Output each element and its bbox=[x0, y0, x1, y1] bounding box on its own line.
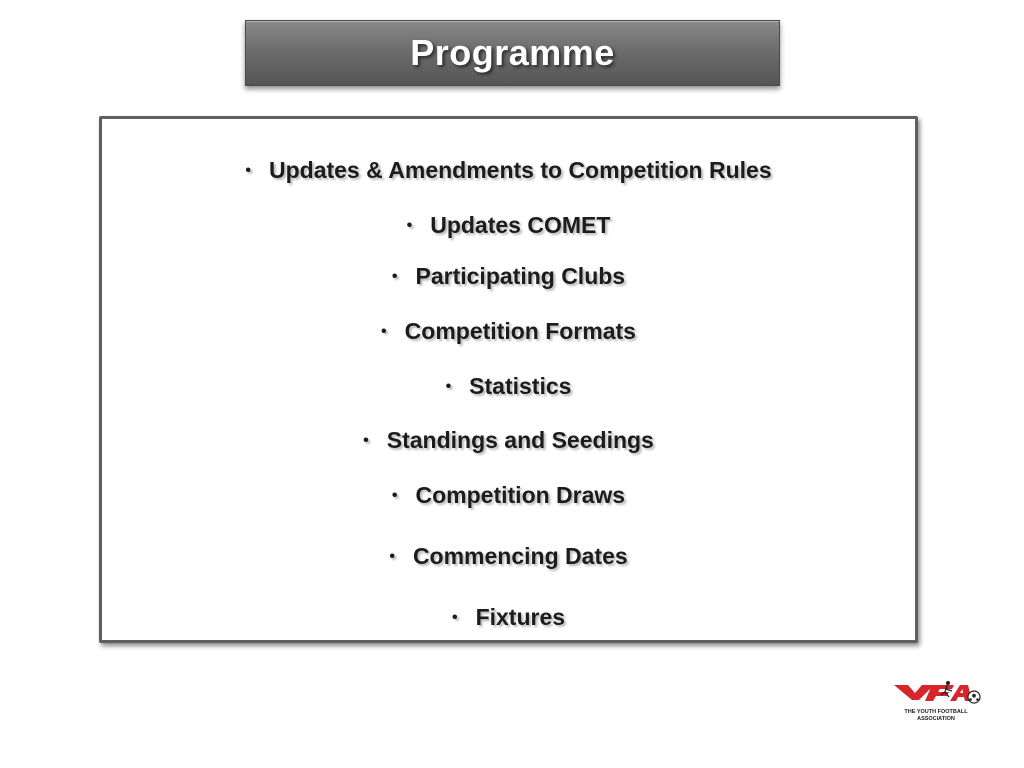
bullet-icon: • bbox=[445, 378, 452, 395]
bullet-icon: • bbox=[406, 217, 413, 234]
bullet-icon: • bbox=[363, 432, 369, 449]
agenda-item-label: Commencing Dates bbox=[412, 543, 628, 569]
slide-title: Programme bbox=[410, 32, 615, 73]
agenda-item-label: Updates & Amendments to Competition Rules bbox=[268, 157, 772, 183]
bullet-icon: • bbox=[391, 268, 398, 285]
title-banner bbox=[245, 20, 780, 86]
agenda-item bbox=[102, 482, 915, 509]
agenda-item-label: Fixtures bbox=[475, 604, 566, 630]
agenda-item bbox=[102, 263, 915, 290]
bullet-icon: • bbox=[389, 548, 395, 565]
agenda-box bbox=[99, 116, 918, 643]
agenda-item-label: Competition Draws bbox=[415, 482, 626, 508]
yfa-emblem-icon bbox=[888, 680, 984, 710]
agenda-item bbox=[102, 604, 915, 631]
bullet-icon: • bbox=[391, 487, 398, 504]
agenda-item bbox=[102, 212, 915, 239]
agenda-item-label: Statistics bbox=[469, 373, 572, 399]
agenda-item bbox=[102, 427, 915, 454]
logo-caption-line: ASSOCIATION bbox=[917, 715, 955, 722]
agenda-item-label: Standings and Seedings bbox=[386, 427, 654, 453]
bullet-icon: • bbox=[451, 609, 458, 626]
bullet-icon: • bbox=[245, 162, 251, 179]
agenda-item-label: Competition Formats bbox=[404, 318, 636, 344]
agenda-item bbox=[102, 157, 915, 184]
agenda-item-label: Participating Clubs bbox=[415, 263, 626, 289]
bullet-icon: • bbox=[381, 323, 387, 340]
agenda-item bbox=[102, 543, 915, 570]
logo-caption-line: THE YOUTH FOOTBALL bbox=[904, 709, 968, 715]
agenda-item bbox=[102, 318, 915, 345]
yfa-logo bbox=[888, 680, 984, 728]
agenda-item-label: Updates COMET bbox=[430, 212, 611, 238]
agenda-item bbox=[102, 373, 915, 400]
logo-caption bbox=[888, 709, 984, 722]
